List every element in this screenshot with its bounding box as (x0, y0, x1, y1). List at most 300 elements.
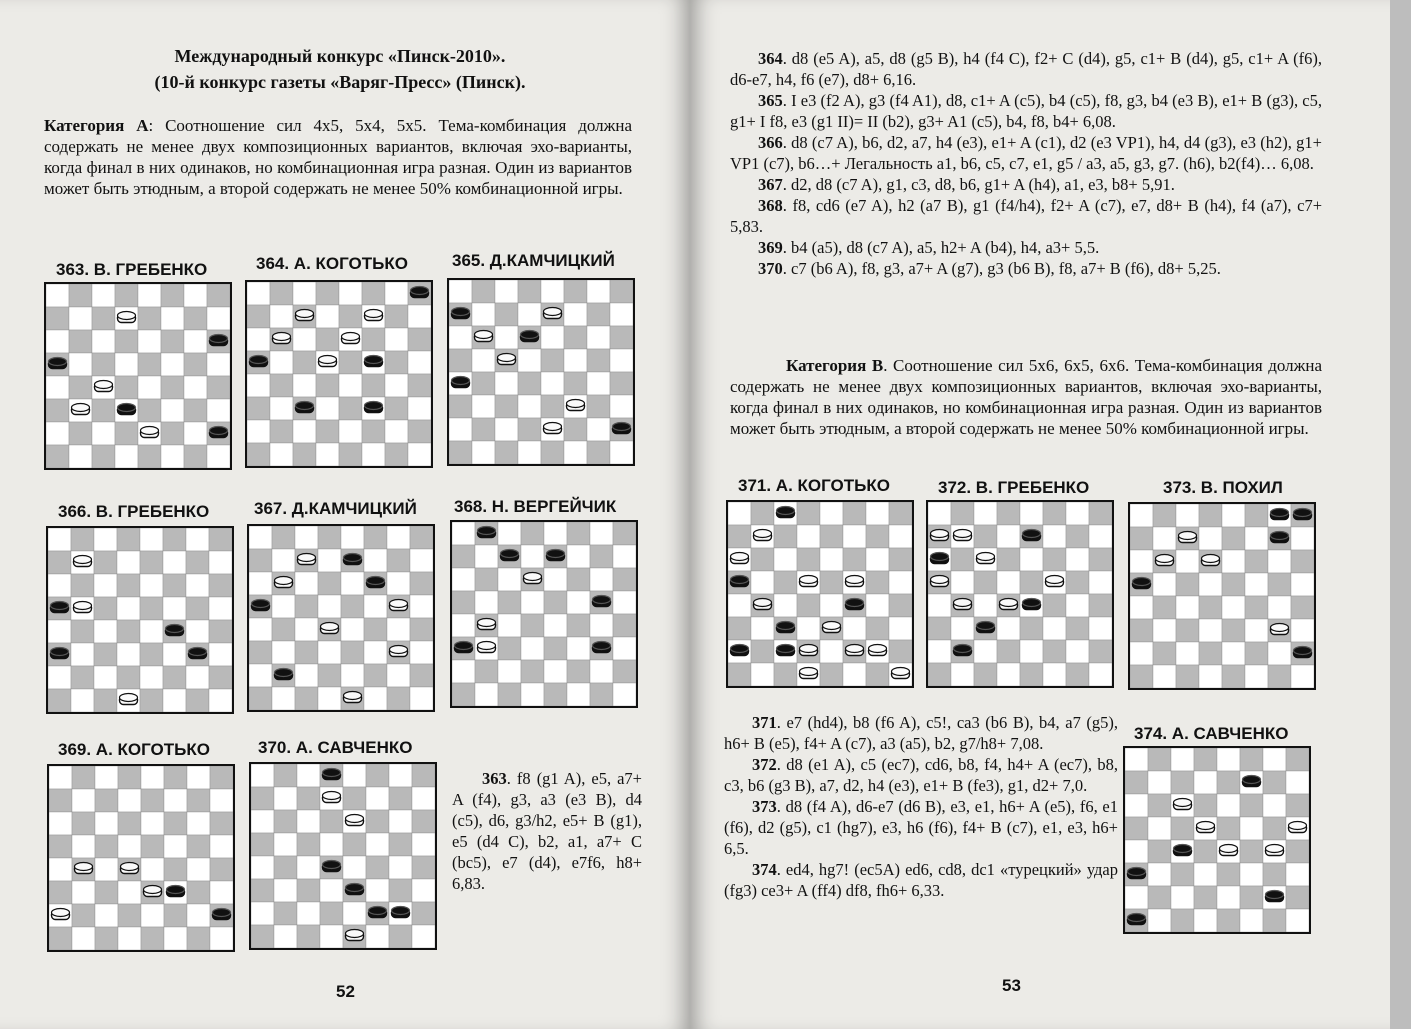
light-square (71, 689, 94, 712)
light-square (587, 372, 610, 395)
solution-number: 365 (758, 91, 783, 110)
light-square (1089, 525, 1112, 548)
dark-square (1176, 665, 1199, 688)
light-square (118, 927, 141, 950)
light-square (997, 617, 1020, 640)
black-checker-piece (210, 335, 228, 346)
light-square (1245, 527, 1268, 550)
dark-square (1217, 817, 1240, 840)
dark-square (184, 445, 207, 468)
dark-square (1286, 748, 1309, 771)
solution-text: . d2, d8 (c7 A), g1, c3, d8, b6, g1+ A (h4), a1, e3, b8+ 5,91. (782, 175, 1175, 194)
light-square (247, 420, 270, 443)
dark-square (117, 528, 140, 551)
light-square (544, 660, 567, 683)
dark-square (1020, 571, 1043, 594)
dark-square (1217, 863, 1240, 886)
light-square (1125, 748, 1148, 771)
white-checker-piece (95, 381, 113, 392)
solution-369 (730, 237, 1322, 258)
light-square (1089, 617, 1112, 640)
light-square (1245, 665, 1268, 688)
white-checker-piece (52, 909, 70, 920)
black-checker-piece (1023, 599, 1041, 610)
light-square (163, 597, 186, 620)
dark-square (115, 376, 138, 399)
light-square (1217, 748, 1240, 771)
light-square (118, 881, 141, 904)
dark-square (843, 548, 866, 571)
dark-square (389, 879, 412, 902)
white-checker-piece (296, 310, 314, 321)
white-checker-piece (478, 642, 496, 653)
white-checker-piece (120, 694, 138, 705)
dark-square (774, 663, 797, 686)
dark-square (69, 330, 92, 353)
solution-367 (730, 174, 1322, 195)
light-square (408, 443, 431, 466)
book-edge (1390, 0, 1411, 1029)
white-checker-piece (544, 308, 562, 319)
light-square (889, 617, 912, 640)
dark-square (1268, 573, 1291, 596)
dark-square (1066, 525, 1089, 548)
light-square (751, 663, 774, 686)
dark-square (389, 833, 412, 856)
light-square (247, 282, 270, 305)
dark-square (164, 812, 187, 835)
checkers-board-366 (46, 526, 234, 714)
light-square (544, 568, 567, 591)
diagram-title-366: 366. В. ГРЕБЕНКО (58, 502, 210, 521)
light-square (1148, 863, 1171, 886)
black-checker-piece (392, 907, 410, 918)
black-checker-piece (1023, 530, 1041, 541)
dark-square (472, 418, 495, 441)
dark-square (49, 881, 72, 904)
white-checker-piece (869, 645, 887, 656)
light-square (249, 572, 272, 595)
dark-square (410, 664, 433, 687)
light-square (141, 766, 164, 789)
light-square (362, 443, 385, 466)
light-square (751, 617, 774, 640)
light-square (1043, 617, 1066, 640)
diagram-title-364: 364. А. КОГОТЬКО (256, 254, 408, 273)
dark-square (610, 372, 633, 395)
solution-371 (724, 712, 1118, 754)
light-square (46, 330, 69, 353)
black-checker-piece (51, 602, 69, 613)
black-checker-piece (323, 769, 341, 780)
light-square (1089, 571, 1112, 594)
solution-text: . e7 (hd4), b8 (f6 A), c5!, ca3 (b6 B), b4, a7 (g5), h6+ B (e5), f4+ A (c7), a3 (a5), b2, g7/h8+ 7,08. (724, 713, 1118, 753)
light-square (320, 833, 343, 856)
dark-square (410, 526, 433, 549)
dark-square (138, 399, 161, 422)
light-square (820, 594, 843, 617)
light-square (495, 418, 518, 441)
light-square (163, 689, 186, 712)
light-square (343, 856, 366, 879)
light-square (94, 620, 117, 643)
dark-square (495, 441, 518, 464)
dark-square (866, 617, 889, 640)
light-square (587, 326, 610, 349)
light-square (140, 620, 163, 643)
light-square (928, 640, 951, 663)
light-square (72, 835, 95, 858)
light-square (1066, 502, 1089, 525)
light-square (1286, 909, 1309, 932)
white-checker-piece (118, 312, 136, 323)
black-checker-piece (210, 427, 228, 438)
dark-square (997, 548, 1020, 571)
white-checker-piece (954, 530, 972, 541)
dark-square (472, 280, 495, 303)
solution-number: 367 (758, 175, 783, 194)
light-square (997, 663, 1020, 686)
category-a-paragraph (44, 115, 632, 199)
light-square (293, 420, 316, 443)
dark-square (94, 643, 117, 666)
dark-square (69, 284, 92, 307)
diagram-title-374: 374. А. САВЧЕНКО (1134, 724, 1289, 743)
dark-square (1089, 502, 1112, 525)
contest-heading-line1: Международный конкурс «Пинск-2010». (174, 46, 506, 66)
solution-365 (730, 90, 1322, 132)
dark-square (1222, 527, 1245, 550)
light-square (274, 833, 297, 856)
dark-square (251, 925, 274, 948)
solution-text: . ed4, hg7! (ec5A) ed6, cd8, dc1 «турецкий» удар (fg3) ce3+ A (ff4) df8, fh6+ 6,33. (724, 860, 1118, 900)
dark-square (974, 525, 997, 548)
diagram-title-365: 365. Д.КАМЧИЦКИЙ (452, 251, 615, 270)
light-square (138, 376, 161, 399)
light-square (210, 927, 233, 950)
dark-square (521, 614, 544, 637)
light-square (249, 618, 272, 641)
light-square (410, 549, 433, 572)
black-checker-piece (118, 404, 136, 415)
dark-square (610, 280, 633, 303)
light-square (1148, 771, 1171, 794)
light-square (247, 374, 270, 397)
light-square (272, 641, 295, 664)
light-square (138, 284, 161, 307)
dark-square (587, 441, 610, 464)
dark-square (187, 835, 210, 858)
dark-square (751, 548, 774, 571)
contest-heading-line2: (10-й конкурс газеты «Варяг-Пресс» (Пинск). (154, 72, 526, 92)
black-checker-piece (954, 645, 972, 656)
dark-square (1263, 863, 1286, 886)
white-checker-piece (72, 404, 90, 415)
light-square (115, 445, 138, 468)
light-square (774, 594, 797, 617)
dark-square (1199, 596, 1222, 619)
light-square (164, 789, 187, 812)
dark-square (1199, 642, 1222, 665)
light-square (186, 666, 209, 689)
dark-square (362, 282, 385, 305)
light-square (274, 879, 297, 902)
light-square (1286, 863, 1309, 886)
solution-text: . d8 (c7 A), b6, d2, a7, h4 (e3), e1+ A (c1), d2 (e3 VP1), h4, d4 (g3), e3 (h2), g1+ VP1 (c7), b6…+ Легальность a1, b6, c5, c7, e1, g5 / a3, a5, g3, g7. (h6), b2(f4)… 6,08. (730, 133, 1322, 173)
solution-number: 371 (752, 713, 777, 732)
dark-square (412, 902, 435, 925)
light-square (472, 395, 495, 418)
light-square (567, 545, 590, 568)
dark-square (564, 326, 587, 349)
light-square (364, 687, 387, 710)
white-checker-piece (1197, 822, 1215, 833)
light-square (1148, 817, 1171, 840)
black-checker-piece (1294, 509, 1312, 520)
dark-square (117, 666, 140, 689)
dark-square (249, 549, 272, 572)
light-square (1291, 527, 1314, 550)
light-square (820, 640, 843, 663)
dark-square (544, 591, 567, 614)
dark-square (541, 395, 564, 418)
diagram-title-368: 368. Н. ВЕРГЕЙЧИК (454, 497, 617, 516)
dark-square (412, 764, 435, 787)
light-square (518, 349, 541, 372)
light-square (1222, 550, 1245, 573)
white-checker-piece (1220, 845, 1238, 856)
light-square (541, 326, 564, 349)
dark-square (161, 422, 184, 445)
light-square (1240, 909, 1263, 932)
light-square (613, 683, 636, 706)
dark-square (341, 595, 364, 618)
category-b-label: Категория В (786, 356, 884, 375)
dark-square (1222, 619, 1245, 642)
light-square (343, 764, 366, 787)
dark-square (1066, 663, 1089, 686)
light-square (1130, 550, 1153, 573)
light-square (161, 399, 184, 422)
dark-square (587, 395, 610, 418)
light-square (889, 571, 912, 594)
board-grid (49, 766, 233, 950)
dark-square (141, 789, 164, 812)
light-square (161, 445, 184, 468)
light-square (293, 374, 316, 397)
white-checker-piece (567, 400, 585, 411)
white-checker-piece (344, 692, 362, 703)
light-square (590, 614, 613, 637)
black-checker-piece (777, 645, 795, 656)
dark-square (184, 399, 207, 422)
dark-square (1043, 640, 1066, 663)
dark-square (95, 927, 118, 950)
black-checker-piece (613, 423, 631, 434)
dark-square (72, 812, 95, 835)
solution-373 (724, 796, 1118, 859)
light-square (270, 443, 293, 466)
dark-square (751, 502, 774, 525)
dark-square (209, 620, 232, 643)
light-square (472, 303, 495, 326)
light-square (140, 574, 163, 597)
dark-square (1286, 886, 1309, 909)
light-square (613, 591, 636, 614)
white-checker-piece (365, 310, 383, 321)
dark-square (495, 395, 518, 418)
dark-square (866, 663, 889, 686)
solution-number: 368 (758, 196, 783, 215)
light-square (564, 303, 587, 326)
dark-square (186, 597, 209, 620)
checkers-board-365 (447, 278, 635, 466)
dark-square (1153, 504, 1176, 527)
dark-square (293, 443, 316, 466)
light-square (274, 787, 297, 810)
light-square (613, 637, 636, 660)
dark-square (95, 789, 118, 812)
dark-square (567, 614, 590, 637)
white-checker-piece (800, 668, 818, 679)
light-square (1199, 665, 1222, 688)
light-square (951, 571, 974, 594)
dark-square (297, 787, 320, 810)
light-square (270, 351, 293, 374)
black-checker-piece (365, 402, 383, 413)
dark-square (364, 618, 387, 641)
light-square (320, 879, 343, 902)
light-square (452, 568, 475, 591)
dark-square (587, 349, 610, 372)
light-square (1153, 665, 1176, 688)
dark-square (475, 568, 498, 591)
black-checker-piece (296, 402, 314, 413)
white-checker-piece (273, 333, 291, 344)
light-square (452, 660, 475, 683)
dark-square (1148, 840, 1171, 863)
dark-square (1089, 640, 1112, 663)
light-square (412, 925, 435, 948)
dark-square (1240, 794, 1263, 817)
dark-square (1291, 550, 1314, 573)
dark-square (163, 528, 186, 551)
dark-square (71, 620, 94, 643)
dark-square (475, 660, 498, 683)
light-square (210, 789, 233, 812)
dark-square (115, 284, 138, 307)
light-square (1153, 527, 1176, 550)
page-number-right: 53 (1002, 976, 1021, 995)
checkers-board-374 (1123, 746, 1311, 934)
white-checker-piece (931, 530, 949, 541)
dark-square (385, 305, 408, 328)
light-square (1222, 642, 1245, 665)
light-square (498, 568, 521, 591)
diagram-title-363: 363. В. ГРЕБЕНКО (56, 260, 208, 279)
dark-square (295, 595, 318, 618)
light-square (410, 687, 433, 710)
light-square (587, 280, 610, 303)
dark-square (274, 902, 297, 925)
dark-square (518, 372, 541, 395)
light-square (1066, 594, 1089, 617)
white-checker-piece (121, 863, 139, 874)
light-square (272, 687, 295, 710)
light-square (164, 835, 187, 858)
dark-square (72, 766, 95, 789)
black-checker-piece (777, 507, 795, 518)
dark-square (95, 835, 118, 858)
dark-square (412, 810, 435, 833)
white-checker-piece (1202, 555, 1220, 566)
light-square (1199, 573, 1222, 596)
white-checker-piece (1156, 555, 1174, 566)
black-checker-piece (452, 377, 470, 388)
light-square (163, 551, 186, 574)
light-square (1153, 573, 1176, 596)
light-square (293, 328, 316, 351)
dark-square (184, 307, 207, 330)
white-checker-piece (1271, 624, 1289, 635)
dark-square (449, 395, 472, 418)
light-square (1199, 619, 1222, 642)
dark-square (1171, 863, 1194, 886)
dark-square (1148, 794, 1171, 817)
dark-square (274, 810, 297, 833)
dark-square (295, 687, 318, 710)
white-checker-piece (321, 623, 339, 634)
light-square (1171, 886, 1194, 909)
light-square (951, 617, 974, 640)
light-square (184, 422, 207, 445)
dark-square (1217, 909, 1240, 932)
light-square (1222, 596, 1245, 619)
dark-square (452, 591, 475, 614)
dark-square (366, 810, 389, 833)
light-square (184, 330, 207, 353)
dark-square (1194, 886, 1217, 909)
white-checker-piece (1289, 822, 1307, 833)
solution-text: . d8 (f4 A), d6-e7 (d6 B), e3, e1, h6+ A (e5), f6, e1 (f6), d2 (g5), c1 (hg7), e3, h6 (f6), f4+ B (c7), e1, e3, h6+ 6,5. (724, 797, 1118, 858)
dark-square (247, 397, 270, 420)
light-square (518, 441, 541, 464)
dark-square (751, 640, 774, 663)
dark-square (318, 572, 341, 595)
light-square (797, 525, 820, 548)
dark-square (318, 664, 341, 687)
light-square (339, 420, 362, 443)
dark-square (1066, 571, 1089, 594)
light-square (186, 574, 209, 597)
dark-square (69, 376, 92, 399)
dark-square (366, 764, 389, 787)
checkers-board-369 (47, 764, 235, 952)
black-checker-piece (1174, 845, 1192, 856)
light-square (1222, 504, 1245, 527)
board-grid (1130, 504, 1314, 688)
dark-square (364, 664, 387, 687)
light-square (249, 664, 272, 687)
light-square (46, 376, 69, 399)
board-grid (449, 280, 633, 464)
light-square (997, 525, 1020, 548)
dark-square (564, 280, 587, 303)
black-checker-piece (931, 553, 949, 564)
light-square (475, 683, 498, 706)
dark-square (92, 399, 115, 422)
dark-square (210, 858, 233, 881)
